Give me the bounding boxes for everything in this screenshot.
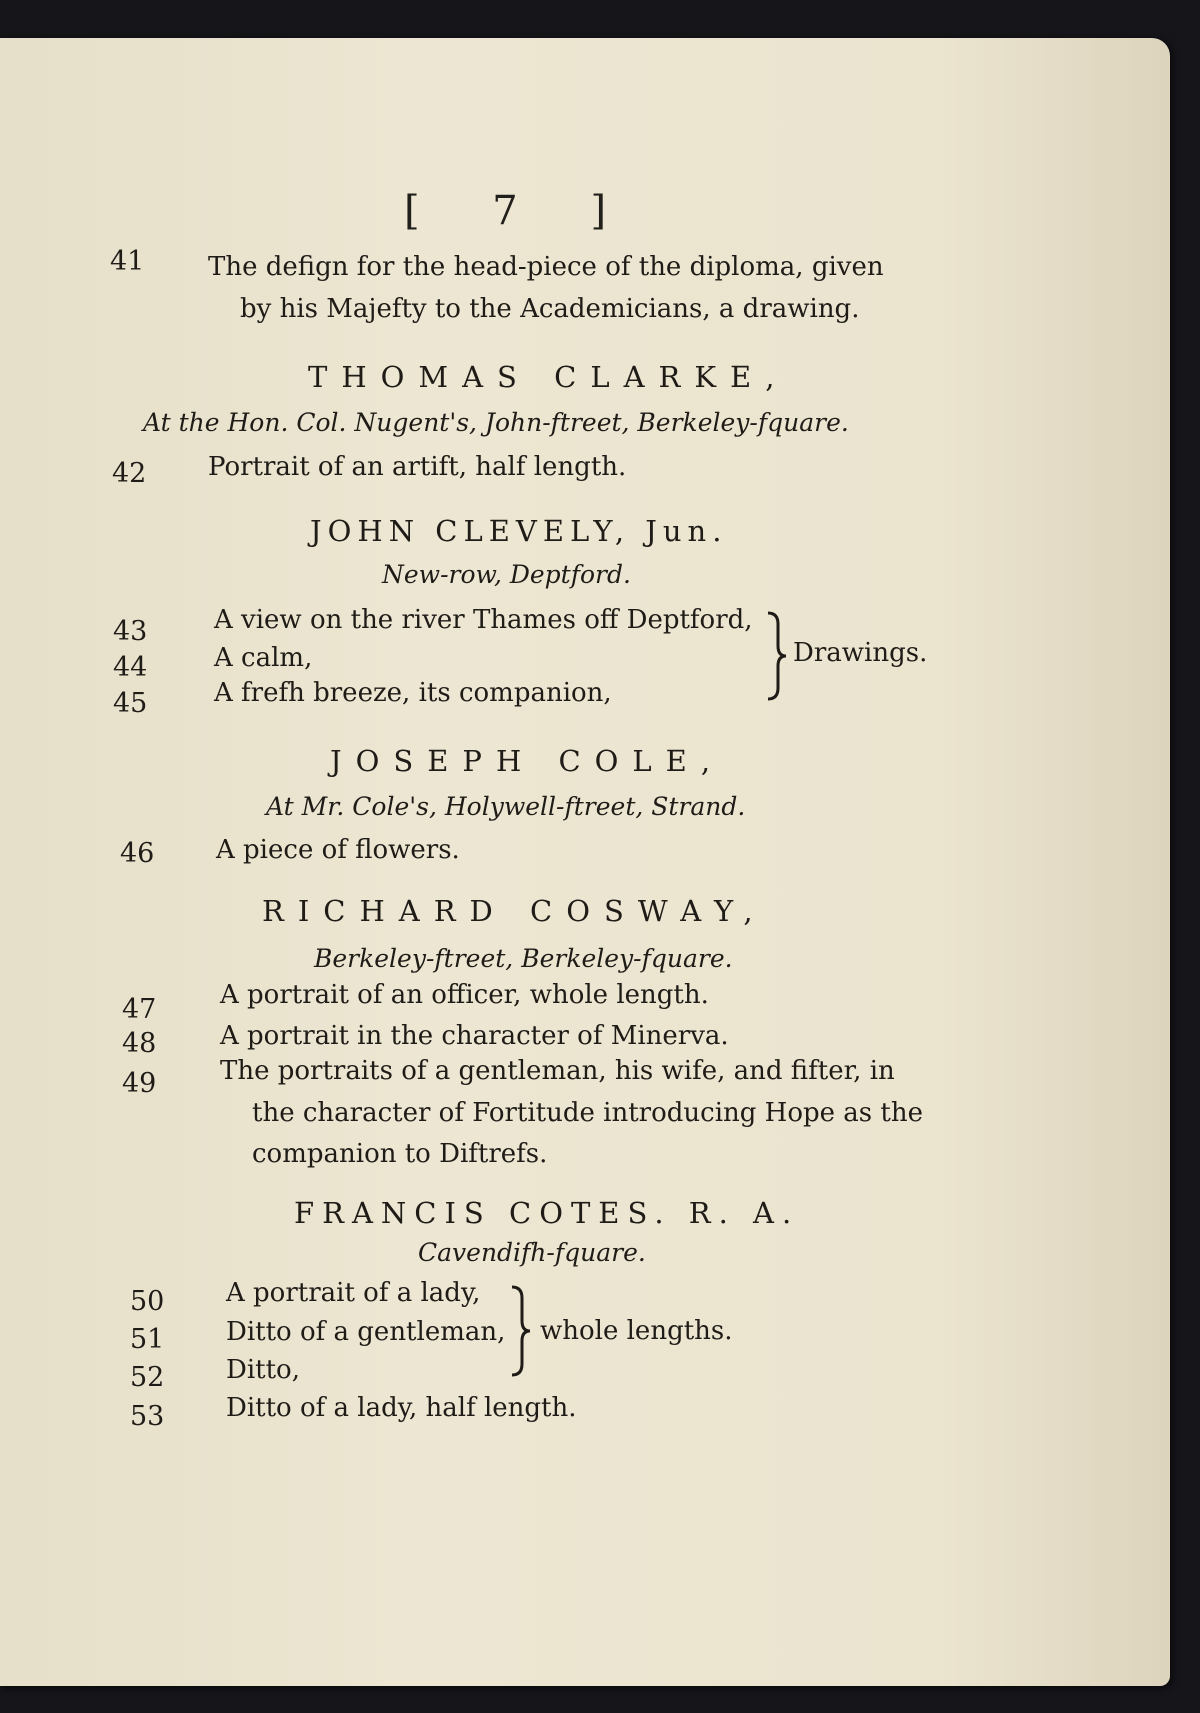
artist-address: New-row, Deptford.	[382, 560, 631, 589]
entry-text-line: the character of Fortitude introducing Hope as the	[252, 1098, 923, 1128]
entry-text: A calm,	[214, 643, 313, 673]
entry-text: A portrait of a lady,	[226, 1278, 481, 1308]
entry-text: Ditto of a lady, half length.	[226, 1393, 577, 1423]
artist-address: Berkeley-ftreet, Berkeley-fquare.	[314, 944, 733, 973]
entry-number: 43	[113, 616, 148, 647]
artist-address: At the Hon. Col. Nugent's, John-ftreet, Berkeley-fquare.	[143, 408, 849, 437]
brace-label: whole lengths.	[540, 1316, 733, 1346]
entry-text: A view on the river Thames off Deptford,	[214, 605, 753, 635]
entry-number: 52	[130, 1362, 165, 1393]
book-page	[0, 38, 1170, 1686]
artist-address: Cavendifh-fquare.	[418, 1238, 646, 1267]
entry-number: 45	[113, 688, 148, 719]
artist-name: JOSEPH COLE,	[330, 744, 725, 778]
entry-text: A portrait of an officer, whole length.	[220, 980, 709, 1010]
entry-number: 47	[122, 994, 157, 1025]
entry-number: 42	[112, 458, 147, 489]
entry-text: A frefh breeze, its companion,	[214, 678, 612, 708]
entry-text-line: companion to Diftrefs.	[252, 1139, 548, 1169]
brace-label: Drawings.	[793, 638, 928, 668]
curly-brace-icon	[762, 610, 792, 702]
entry-text: A piece of flowers.	[216, 835, 460, 865]
entry-number: 53	[130, 1401, 165, 1432]
artist-name: FRANCIS COTES. R. A.	[294, 1196, 800, 1230]
entry-text: Ditto,	[226, 1355, 300, 1385]
entry-number: 51	[130, 1324, 165, 1355]
entry-text: A portrait in the character of Minerva.	[220, 1021, 729, 1051]
curly-brace-icon	[508, 1284, 536, 1378]
entry-number: 46	[120, 838, 155, 869]
entry-text-line: The portraits of a gentleman, his wife, and fifter, in	[220, 1056, 895, 1086]
entry-text: Portrait of an artift, half length.	[208, 452, 627, 482]
entry-number: 48	[122, 1028, 157, 1059]
entry-text-line: The defign for the head-piece of the diploma, given	[208, 252, 884, 282]
entry-number: 50	[130, 1286, 165, 1317]
artist-address: At Mr. Cole's, Holywell-ftreet, Strand.	[266, 792, 746, 821]
entry-text: Ditto of a gentleman,	[226, 1317, 506, 1347]
entry-number: 44	[113, 652, 148, 683]
entry-text-line: by his Majefty to the Academicians, a drawing.	[240, 294, 860, 324]
page-number: [ 7 ]	[403, 188, 637, 234]
artist-name: RICHARD COSWAY,	[262, 894, 767, 928]
artist-name: JOHN CLEVELY, Jun.	[310, 514, 728, 548]
artist-name: THOMAS CLARKE,	[308, 360, 789, 394]
entry-number: 41	[110, 246, 145, 277]
entry-number: 49	[122, 1068, 157, 1099]
